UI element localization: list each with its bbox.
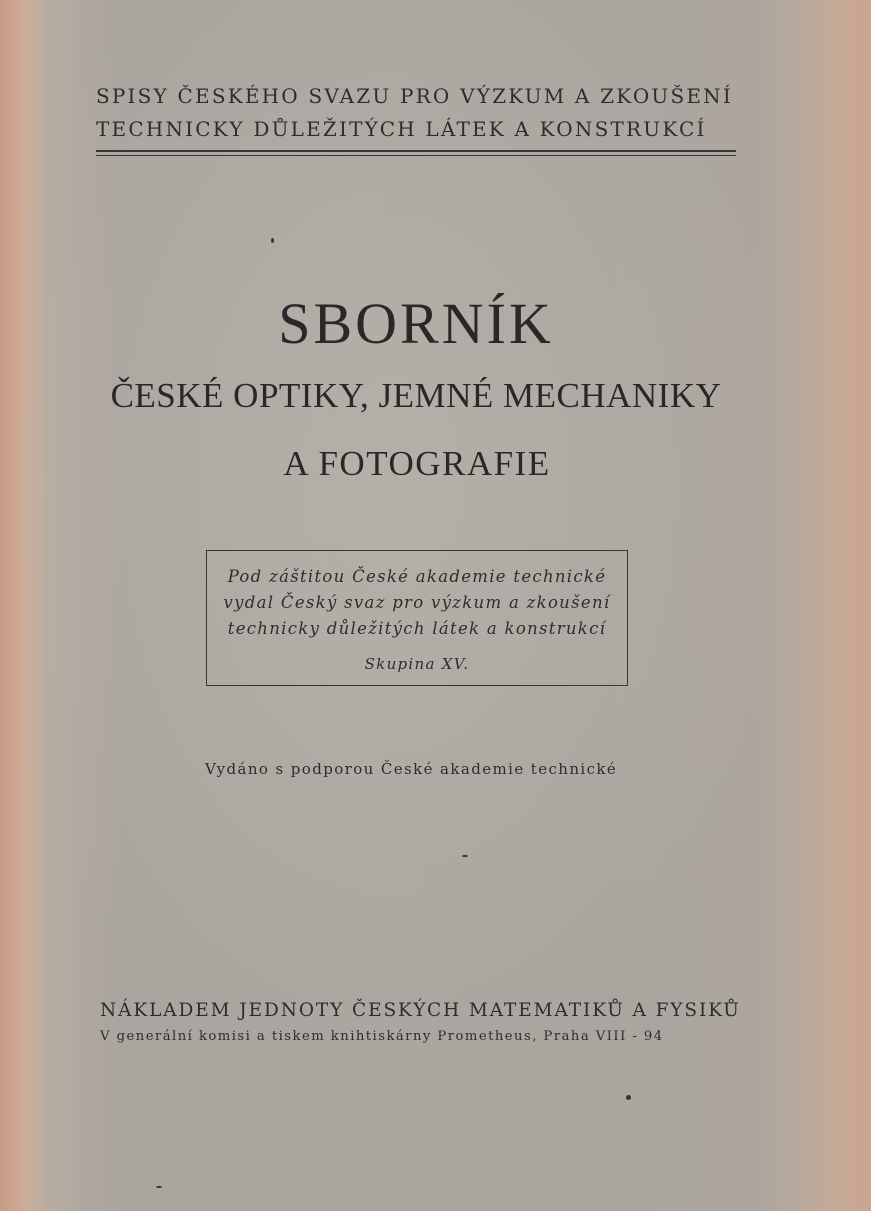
book-title: SBORNÍK (278, 291, 554, 356)
series-line-1: SPISY ČESKÉHO SVAZU PRO VÝZKUM A ZKOUŠENÍ (96, 84, 733, 108)
publisher-line: NÁKLADEM JEDNOTY ČESKÝCH MATEMATIKŮ A FYSIKŮ (100, 1000, 741, 1021)
double-rule-top (96, 150, 736, 152)
double-rule-bottom (96, 155, 736, 156)
book-subtitle-line-2: A FOTOGRAFIE (283, 444, 551, 483)
ink-speck (271, 238, 274, 243)
patronage-line-2: vydal Český svaz pro výzkum a zkoušení (223, 593, 611, 612)
series-line-2: TECHNICKY DŮLEŽITÝCH LÁTEK A KONSTRUKCÍ (96, 117, 707, 141)
patronage-line-3: technicky důležitých látek a konstrukcí (227, 619, 607, 638)
ink-speck (156, 1186, 162, 1188)
ink-speck (462, 855, 468, 857)
printer-line: V generální komisi a tiskem knihtiskárny Prometheus, Praha VIII - 94 (100, 1029, 664, 1044)
ink-speck (626, 1095, 631, 1100)
spine-wear (0, 0, 40, 1211)
patronage-box (206, 550, 628, 686)
book-subtitle-line-1: ČESKÉ OPTIKY, JEMNÉ MECHANIKY (110, 376, 722, 415)
patronage-group: Skupina XV. (364, 655, 470, 673)
series-heading (96, 80, 756, 146)
edge-wear (811, 0, 871, 1211)
support-note: Vydáno s podporou České akademie technické (205, 760, 618, 778)
patronage-line-1: Pod záštitou České akademie technické (227, 567, 607, 586)
